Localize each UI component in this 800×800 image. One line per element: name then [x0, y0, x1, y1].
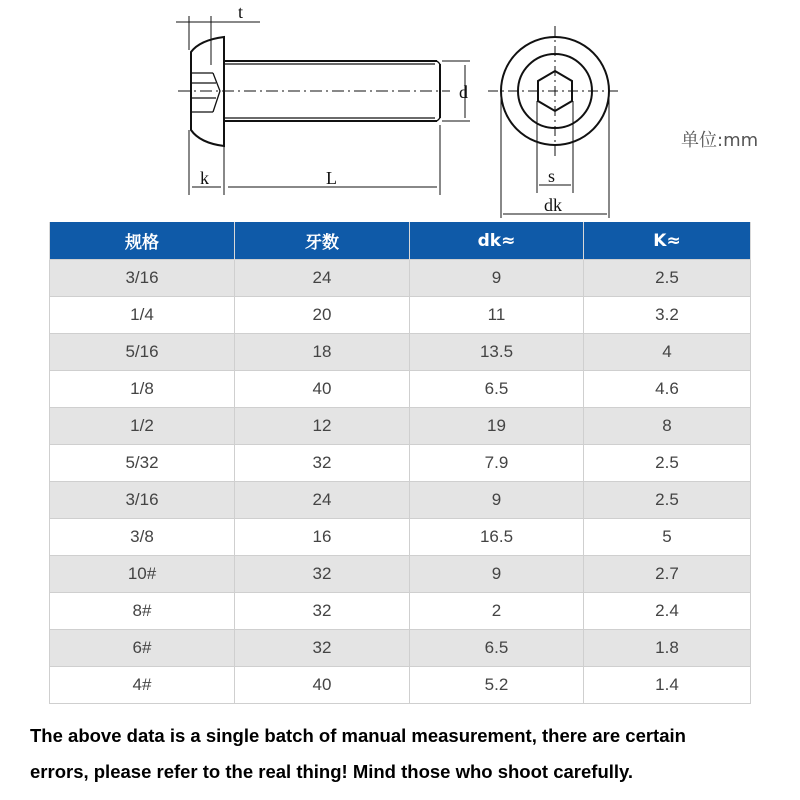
- cell-spec: 3/8: [50, 519, 235, 556]
- cell-k: 2.5: [584, 482, 751, 519]
- label-L: L: [326, 168, 337, 188]
- label-t: t: [238, 2, 244, 22]
- table-row: [50, 556, 751, 593]
- cell-dk: 7.9: [410, 445, 584, 482]
- cell-spec: 8#: [50, 593, 235, 630]
- cell-spec: 1/8: [50, 371, 235, 408]
- cell-k: 4: [584, 334, 751, 371]
- cell-k: 1.8: [584, 630, 751, 667]
- cell-threads: 18: [235, 334, 410, 371]
- disclaimer-line-1: The above data is a single batch of manual measurement, there are certain: [30, 725, 686, 746]
- disclaimer-line-2: errors, please refer to the real thing! Mind those who shoot carefully.: [30, 761, 634, 782]
- cell-spec: 1/2: [50, 408, 235, 445]
- table-row: [50, 334, 751, 371]
- screw-drawing-icon: [0, 0, 800, 222]
- table-row: [50, 371, 751, 408]
- cell-threads: 16: [235, 519, 410, 556]
- measurement-disclaimer: [30, 718, 790, 790]
- table-row: [50, 630, 751, 667]
- table-row: [50, 297, 751, 334]
- header-thread-count: 牙数: [235, 222, 410, 260]
- cell-threads: 32: [235, 556, 410, 593]
- label-s: s: [548, 166, 556, 186]
- cell-spec: 3/16: [50, 260, 235, 297]
- cell-dk: 13.5: [410, 334, 584, 371]
- cell-k: 3.2: [584, 297, 751, 334]
- cell-threads: 24: [235, 482, 410, 519]
- cell-threads: 12: [235, 408, 410, 445]
- cell-dk: 19: [410, 408, 584, 445]
- table-row: [50, 445, 751, 482]
- cell-dk: 9: [410, 556, 584, 593]
- cell-threads: 40: [235, 667, 410, 704]
- cell-k: 2.7: [584, 556, 751, 593]
- cell-k: 2.5: [584, 260, 751, 297]
- label-dk: dk: [544, 195, 562, 215]
- table-row: [50, 260, 751, 297]
- header-spec: 规格: [50, 222, 235, 260]
- cell-threads: 32: [235, 593, 410, 630]
- header-dk: dk≈: [410, 222, 584, 260]
- cell-threads: 20: [235, 297, 410, 334]
- table-row: [50, 593, 751, 630]
- cell-k: 5: [584, 519, 751, 556]
- cell-dk: 11: [410, 297, 584, 334]
- label-d: d: [459, 82, 468, 102]
- cell-dk: 9: [410, 260, 584, 297]
- cell-dk: 6.5: [410, 371, 584, 408]
- cell-spec: 5/32: [50, 445, 235, 482]
- cell-spec: 1/4: [50, 297, 235, 334]
- cell-dk: 5.2: [410, 667, 584, 704]
- cell-k: 8: [584, 408, 751, 445]
- unit-label: 单位:mm: [681, 130, 759, 151]
- spec-table: [49, 222, 751, 704]
- cell-spec: 5/16: [50, 334, 235, 371]
- table-row: [50, 667, 751, 704]
- table-row: [50, 408, 751, 445]
- table-row: [50, 519, 751, 556]
- cell-threads: 40: [235, 371, 410, 408]
- cell-dk: 6.5: [410, 630, 584, 667]
- cell-spec: 4#: [50, 667, 235, 704]
- cell-dk: 9: [410, 482, 584, 519]
- header-k: K≈: [584, 222, 751, 260]
- table-row: [50, 482, 751, 519]
- cell-k: 2.5: [584, 445, 751, 482]
- cell-threads: 24: [235, 260, 410, 297]
- table-header-row: [50, 222, 751, 260]
- cell-k: 4.6: [584, 371, 751, 408]
- cell-k: 2.4: [584, 593, 751, 630]
- cell-threads: 32: [235, 630, 410, 667]
- cell-dk: 2: [410, 593, 584, 630]
- cell-spec: 3/16: [50, 482, 235, 519]
- cell-k: 1.4: [584, 667, 751, 704]
- label-k: k: [200, 168, 209, 188]
- cell-spec: 6#: [50, 630, 235, 667]
- cell-threads: 32: [235, 445, 410, 482]
- screw-diagram: [0, 0, 800, 222]
- cell-dk: 16.5: [410, 519, 584, 556]
- cell-spec: 10#: [50, 556, 235, 593]
